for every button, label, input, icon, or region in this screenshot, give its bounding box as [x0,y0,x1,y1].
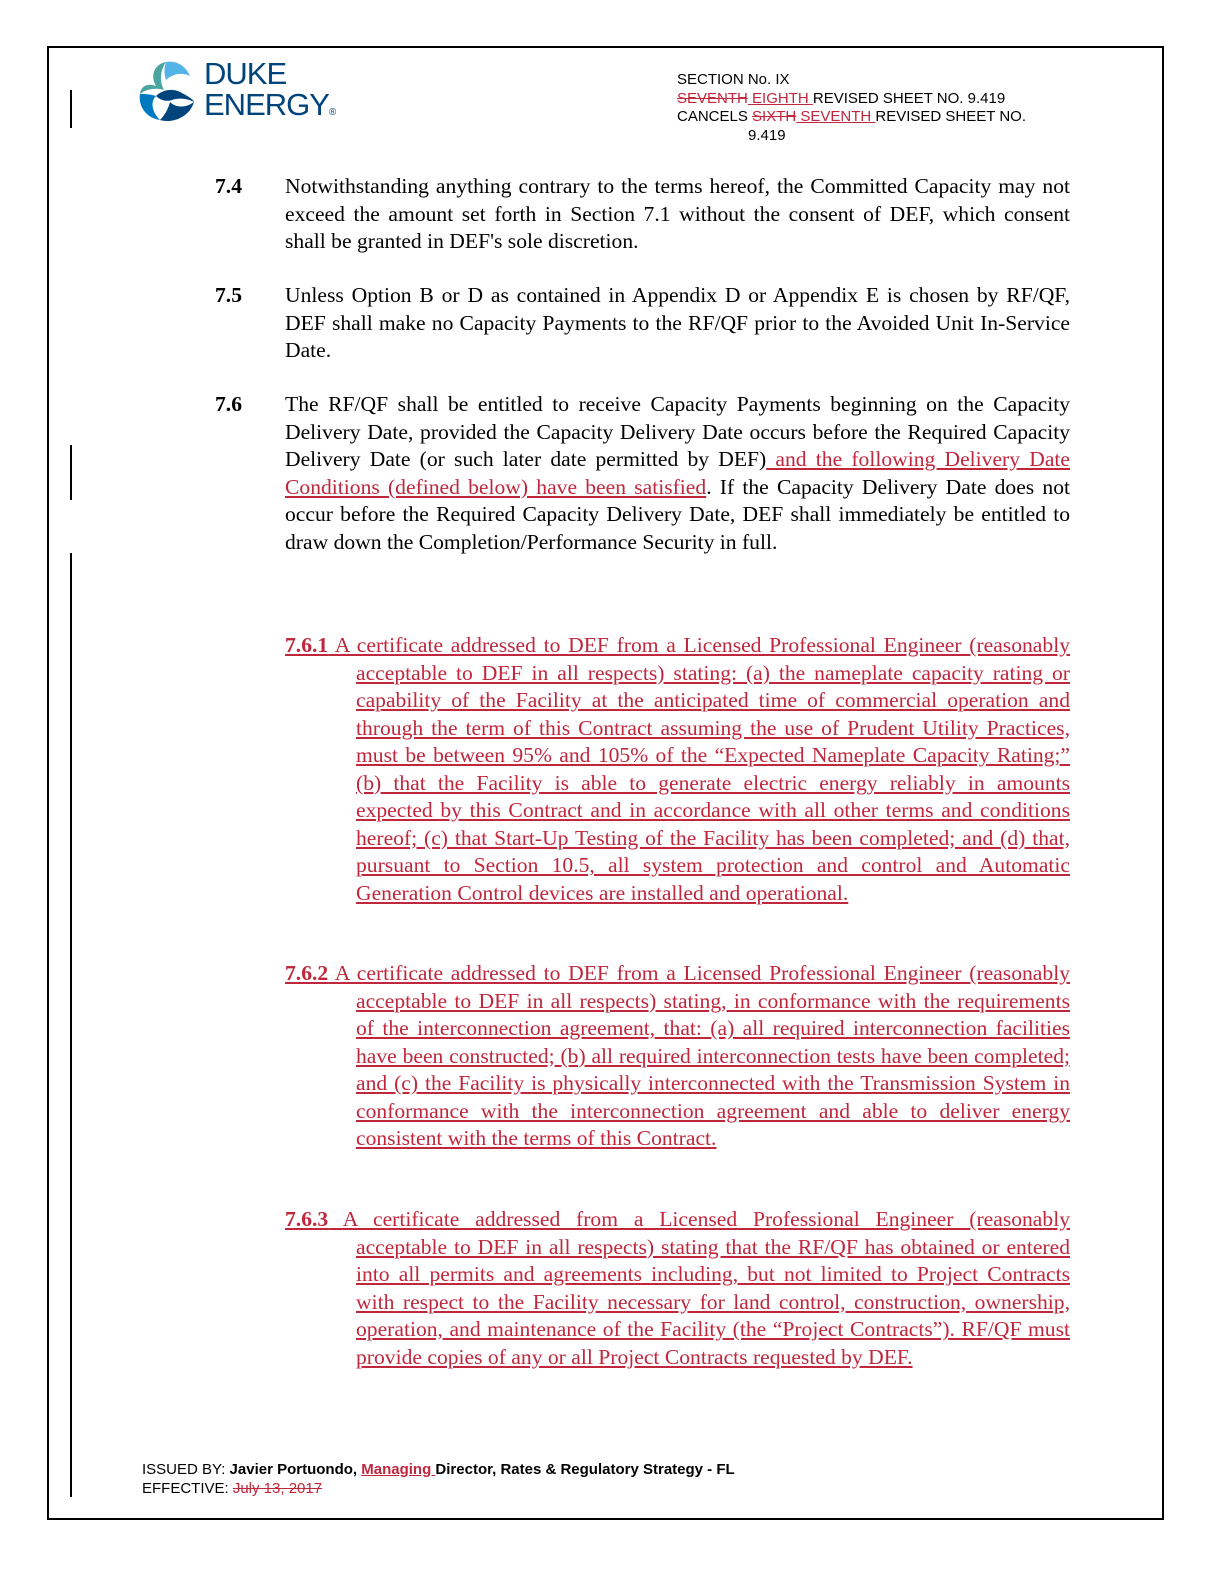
issuer-name: Javier Portuondo, [229,1461,362,1478]
inserted-text: SEVENTH [796,108,876,125]
cancels-text: REVISED SHEET NO. [875,108,1026,125]
deleted-text: July 13, 2017 [232,1480,323,1497]
change-bar [70,445,72,500]
section-number: 7.6 [215,392,242,416]
effective-label: EFFECTIVE: [142,1480,233,1497]
deleted-text: SIXTH [752,108,797,125]
section-7-5 [215,282,1070,365]
section-7-6 [215,391,1070,556]
inserted-text: EIGHTH [747,89,813,107]
logo-wordmark [204,58,336,128]
section-number: 7.6.3 [285,1207,329,1231]
section-7-6-2 [285,960,1070,1153]
logo-line2-text: ENERGY [204,87,329,122]
sheet-header [677,71,1097,145]
section-number: SECTION No. IX [677,71,790,88]
section-7-6-3 [285,1206,1070,1371]
section-7-6-1 [285,632,1070,907]
cancels-sheet-number: 9.419 [748,126,786,144]
section-7-4 [215,173,1070,256]
logo-line2 [204,89,336,128]
registered-mark: ® [328,107,337,118]
inserted-text: Managing [361,1461,436,1478]
section-text: Unless Option B or D as contained in Appendix D or Appendix E is chosen by RF/QF, DEF shall make no Capacity Payments to the RF/QF prior to the Avoided Unit In-Service Date. [285,283,1070,362]
section-number: 7.6.1 [285,633,329,657]
issued-by-line [142,1461,735,1480]
cancels-line [677,108,1097,127]
inserted-text: and the following Delivery Date Conditions (defined below) have been satisfied [285,447,1070,499]
deleted-text: SEVENTH [677,89,748,107]
section-text-part: . If the Capacity Delivery Date does not occur before the Required Capacity Delivery Date, DEF shall immediately be entitled to draw down the Completion/Performance Security in full. [285,474,1071,554]
section-text: Notwithstanding anything contrary to the terms hereof, the Committed Capacity may not exceed the amount set forth in Section 7.1 without the consent of DEF, which consent shall be granted in DEF's sole discretion. [285,174,1070,253]
logo-line1: DUKE [204,56,287,91]
section-text: A certificate addressed to DEF from a Licensed Professional Engineer (reasonably acceptable to DEF in all respects) stating: (a) the nameplate capacity rating or capability of the Facility at the anticipated time of commercial operation and through the term of this Contract assuming the use of Prudent Utility Practices, must be between 95% and 105% of the “Expected Nameplate Capacity Rating;” (b) that the Facility is able to generate electric energy reliably in amounts expected by this Contract and in accordance with all other terms and conditions hereof; (c) that Start-Up Testing of the Facility has been completed; and (d) that, pursuant to Section 10.5, all system protection and control and Automatic Generation Control devices are installed and operational. [328,633,1070,905]
revised-sheet-line [677,90,1097,109]
issued-by-label: ISSUED BY: [142,1461,230,1478]
section-number: 7.4 [215,174,242,198]
duke-energy-logo [136,58,346,128]
revised-sheet-text: REVISED SHEET NO. 9.419 [812,89,1006,107]
section-text: A certificate addressed from a Licensed Professional Engineer (reasonably acceptable to DEF in all respects) stating that the RF/QF has obtained or entered into all permits and agreements including, but not limited to Project Contracts with respect to the Facility necessary for land control, construction, ownership, operation, and maintenance of the Facility (the “Project Contracts”). RF/QF must provide copies of any or all Project Contracts requested by DEF. [328,1207,1070,1369]
section-text-part: The RF/QF shall be entitled to receive Capacity Payments beginning on the Capacity Delivery Date, provided the Capacity Delivery Date occurs before the Required Capacity Delivery Date (or such later date permitted by DEF) [285,392,1070,471]
duke-energy-logo-icon [136,58,200,124]
issuer-title: Director, Rates & Regulatory Strategy - FL [435,1461,735,1478]
effective-line [142,1480,322,1499]
section-number: 7.6.2 [285,961,329,985]
section-text [285,391,1070,556]
change-bar [70,553,72,1497]
change-bar [70,90,72,128]
section-number: 7.5 [215,283,242,307]
section-text: A certificate addressed to DEF from a Licensed Professional Engineer (reasonably acceptable to DEF in all respects) stating, in conformance with the requirements of the interconnection agreement, that: (a) all required interconnection facilities have been constructed; (b) all required interconnection tests have been completed; and (c) the Facility is physically interconnected with the Transmission System in conformance with the interconnection agreement and able to deliver energy consistent with the terms of this Contract. [328,961,1070,1150]
cancels-label: CANCELS [677,108,753,125]
